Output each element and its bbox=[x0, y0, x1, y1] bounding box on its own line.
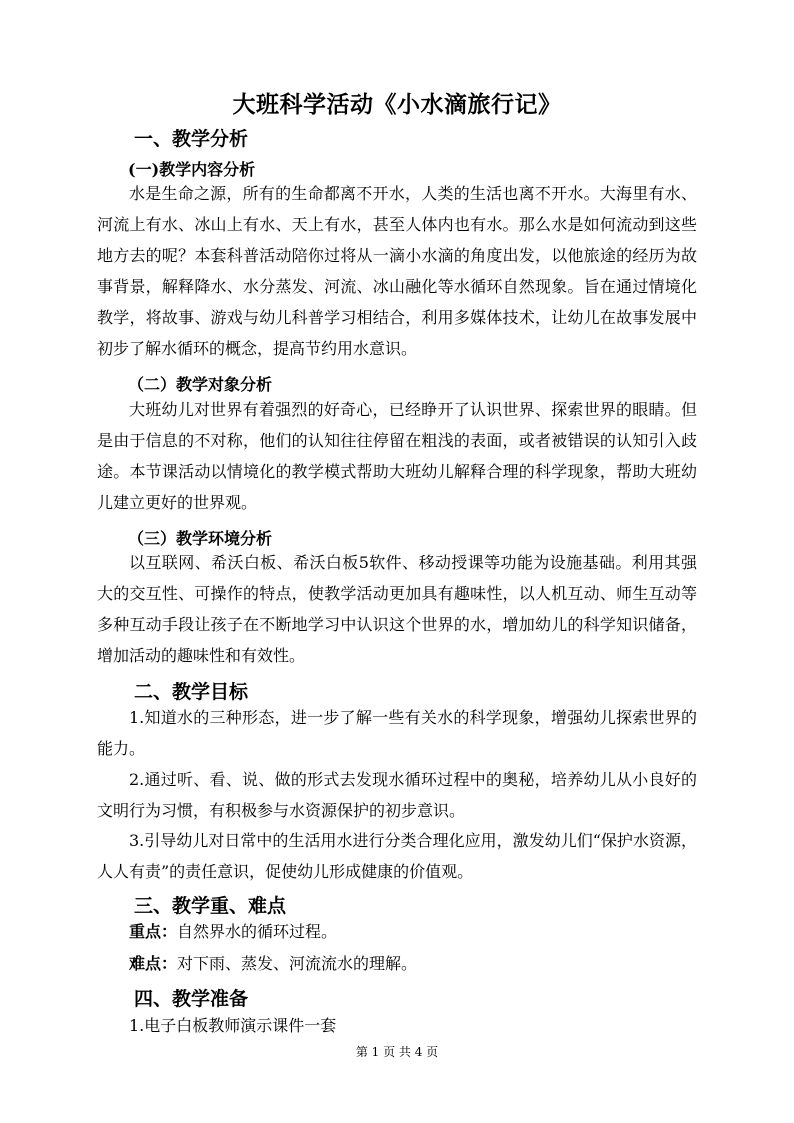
paragraph-environment-analysis: 以互联网、希沃白板、希沃白板5软件、移动授课等功能为设施基础。利用其强大的交互性、可操作的特点，使教学活动更加具有趣味性，以人机互动、师生互动等多种互动手段让孩子在不断地学习中认识这个世界的水，增加幼儿的科学知识储备，增加活动的趣味性和有效性。 bbox=[97, 553, 697, 665]
subsection-heading-audience: （二）教学对象分析 bbox=[128, 375, 273, 394]
difficulty-text: 对下雨、蒸发、河流流水的理解。 bbox=[177, 954, 418, 973]
difficulty-label: 难点： bbox=[129, 954, 178, 973]
preparation-item: 1.电子白板教师演示课件一套 bbox=[129, 1016, 337, 1035]
section-heading-goals: 二、教学目标 bbox=[134, 681, 249, 703]
goal-item: 3.引导幼儿对日常中的生活用水进行分类合理化应用，激发幼儿们“保护水资源，人人有责”的责任意识，促使幼儿形成健康的价值观。 bbox=[97, 831, 697, 881]
paragraph-content-analysis: 水是生命之源，所有的生命都离不开水，人类的生活也离不开水。大海里有水、河流上有水、冰山上有水、天上有水，甚至人体内也有水。那么水是如何流动到这些地方去的呢？本套科普活动陪你过将从一滴小水滴的角度出发，以他旅途的经历为故事背景，解释降水、水分蒸发、河流、冰山融化等水循环自然现象。旨在通过情境化教学，将故事、游戏与幼儿科普学习相结合，利用多媒体技术，让幼儿在故事发展中初步了解水循环的概念，提高节约用水意识。 bbox=[97, 184, 697, 358]
key-point-label: 重点： bbox=[129, 922, 178, 941]
difficulty-line bbox=[97, 948, 697, 979]
goal-item: 1.知道水的三种形态，进一步了解一些有关水的科学现象，增强幼儿探索世界的能力。 bbox=[97, 708, 697, 758]
key-point-line bbox=[97, 916, 697, 947]
section-heading-analysis: 一、教学分析 bbox=[134, 128, 249, 150]
document-title: 大班科学活动《小水滴旅行记》 bbox=[232, 91, 562, 118]
paragraph-audience-analysis: 大班幼儿对世界有着强烈的好奇心，已经睁开了认识世界、探索世界的眼睛。但是由于信息的不对称，他们的认知往往停留在粗浅的表面，或者被错误的认知引入歧途。本节课活动以情境化的教学模式帮助大班幼儿解释合理的科学现象，帮助大班幼儿建立更好的世界观。 bbox=[97, 400, 697, 512]
section-heading-key-points: 三、教学重、难点 bbox=[134, 895, 287, 917]
section-heading-preparation: 四、教学准备 bbox=[134, 988, 249, 1010]
page-footer: 第 1 页 共 4 页 bbox=[355, 1045, 439, 1059]
subsection-heading-content: (一)教学内容分析 bbox=[128, 160, 256, 179]
key-point-text: 自然界水的循环过程。 bbox=[177, 922, 338, 941]
subsection-heading-environment: （三）教学环境分析 bbox=[128, 529, 273, 548]
goal-item: 2.通过听、看、说、做的形式去发现水循环过程中的奥秘，培养幼儿从小良好的文明行为习惯，有积极参与水资源保护的初步意识。 bbox=[97, 770, 697, 820]
